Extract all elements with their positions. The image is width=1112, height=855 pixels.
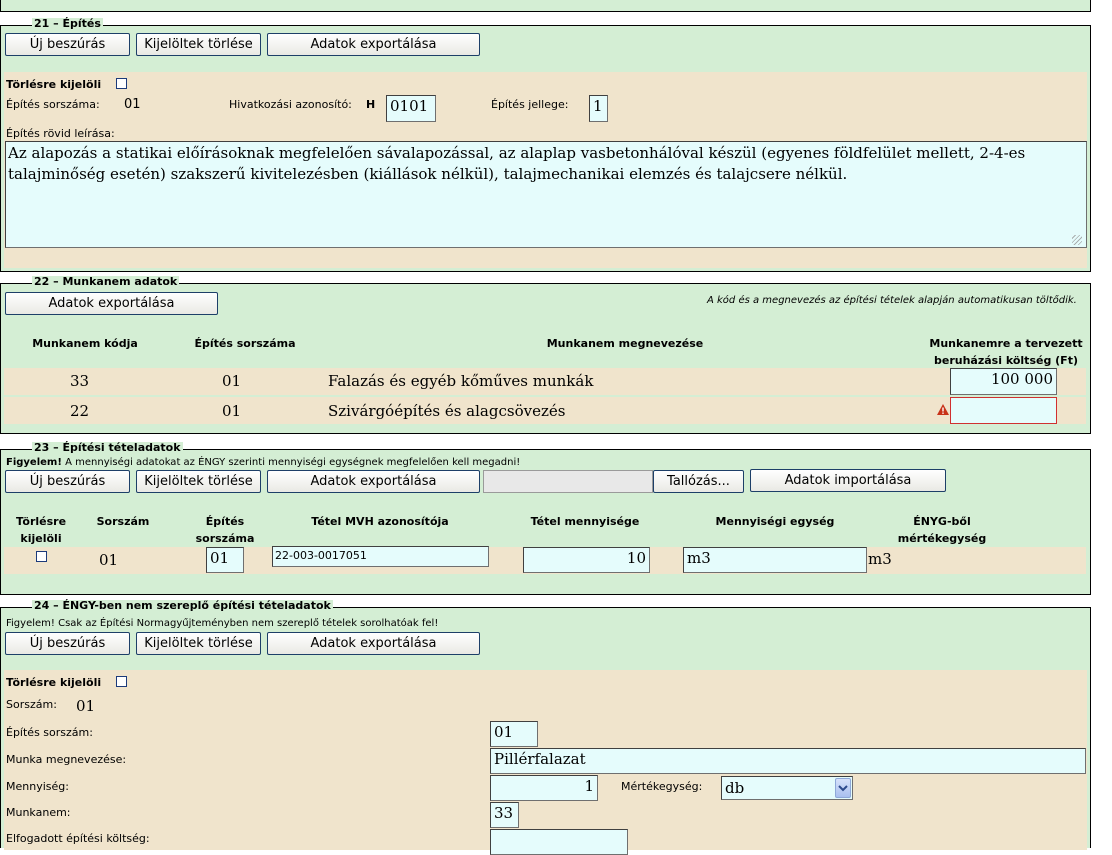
s21-ref-input[interactable]: 0101	[386, 95, 436, 122]
section-23-legend: 23 – Építési tételadatok	[34, 441, 181, 454]
s22-row1-serial: 01	[222, 372, 242, 390]
s23-import-button[interactable]: Adatok importálása	[750, 469, 946, 492]
s23-header-engy-unit: ÉNYG-ből mértékegység	[897, 515, 987, 545]
s21-serial-value: 01	[124, 97, 141, 112]
s21-serial-label: Építés sorszáma:	[6, 98, 100, 111]
s23-header-delete: Törlésre kijelöli	[15, 515, 67, 545]
s24-delete-mark-label: Törlésre kijelöli	[6, 676, 102, 689]
s24-unit-selected: db	[725, 779, 745, 797]
section-22-legend: 22 – Munkanem adatok	[34, 275, 178, 288]
legend-line	[10, 283, 30, 284]
s21-type-input[interactable]: 1	[589, 95, 608, 122]
s24-build-serial-label: Építés sorszám:	[6, 726, 93, 739]
legend-line	[10, 607, 30, 608]
s22-row2-code: 22	[70, 402, 90, 420]
s23-row-unit-input[interactable]: m3	[683, 547, 867, 573]
s23-export-button[interactable]: Adatok exportálása	[267, 470, 480, 493]
s22-header-code: Munkanem kódja	[32, 337, 138, 350]
section-24-legend: 24 – ÉNGY-ben nem szereplő építési tételadatok	[34, 599, 331, 612]
s23-header-unit: Mennyiségi egység	[715, 515, 835, 528]
s24-trade-label: Munkanem:	[6, 806, 71, 819]
s23-header-serial: Sorszám	[96, 515, 150, 528]
s23-row-serial: 01	[99, 551, 119, 569]
s22-header-name: Munkanem megnevezése	[546, 337, 704, 350]
s21-export-button[interactable]: Adatok exportálása	[267, 33, 480, 56]
s23-row-qty-input[interactable]: 10	[523, 547, 650, 573]
s22-row2-serial: 01	[222, 402, 242, 420]
s24-unit-label: Mértékegység:	[621, 780, 703, 793]
s23-browse-button[interactable]: Tallózás...	[653, 470, 744, 493]
s24-build-serial-input[interactable]: 01	[490, 721, 538, 747]
s24-work-name-input[interactable]: Pillérfalazat	[490, 748, 1086, 774]
s22-row1-name: Falazás és egyéb kőműves munkák	[328, 372, 594, 390]
s22-row2-name: Szivárgóépítés és alagcsövezés	[328, 402, 566, 420]
s21-delete-mark-label: Törlésre kijelöli	[6, 78, 102, 91]
s21-ref-label: Hivatkozási azonosító:	[229, 98, 352, 111]
resize-grip-icon[interactable]	[1072, 235, 1082, 245]
s22-header-cost: Munkanemre a tervezett beruházási költség (Ft)	[929, 337, 1083, 367]
s24-delete-checkbox[interactable]	[116, 676, 127, 687]
s22-export-button[interactable]: Adatok exportálása	[5, 292, 218, 315]
s23-header-build-serial: Építés sorszáma	[195, 515, 255, 545]
legend-line	[10, 449, 30, 450]
s24-new-button[interactable]: Új beszúrás	[5, 632, 130, 655]
s24-unit-select[interactable]	[721, 776, 853, 800]
s22-row1-code: 33	[70, 372, 90, 390]
s23-new-button[interactable]: Új beszúrás	[5, 470, 130, 493]
s24-cost-input-cut[interactable]	[490, 829, 628, 855]
s21-new-button[interactable]: Új beszúrás	[5, 33, 130, 56]
s23-file-path-input[interactable]	[483, 470, 653, 493]
s22-row2-cost-input[interactable]	[950, 397, 1057, 424]
s23-warning-bold: Figyelem!	[6, 457, 62, 468]
s24-cost-label-cut: Elfogadott építési költség:	[6, 832, 150, 845]
legend-line	[10, 25, 30, 26]
chevron-down-icon[interactable]	[835, 778, 851, 798]
s23-row-delete-checkbox[interactable]	[36, 551, 47, 562]
s21-delete-selected-button[interactable]: Kijelöltek törlése	[136, 33, 261, 56]
s24-serial-label: Sorszám:	[6, 698, 57, 711]
s21-desc-textarea[interactable]: Az alapozás a statikai előírásoknak megfelelően sávalapozással, az alaplap vasbetonhálóval készül (egyenes földfelület mellett, 2-4-es talajminőség esetén) szakszerű kivitelezésben (kiállások nélkül), talajmechanikai elemzés és talajcsere nélkül.	[5, 141, 1087, 248]
warning-icon	[937, 404, 949, 415]
s22-auto-fill-note: A kód és a megnevezés az építési tételek alapján automatikusan töltődik.	[707, 295, 1077, 306]
s23-warning-text: A mennyiségi adatokat az ÉNGY szerinti mennyiségi egységnek megfelelően kell megadni!	[61, 457, 521, 468]
s24-qty-label: Mennyiség:	[6, 780, 69, 793]
s23-row-build-serial-input[interactable]: 01	[206, 547, 244, 573]
previous-section-bottom	[0, 0, 1091, 12]
s24-qty-input[interactable]: 1	[490, 775, 598, 801]
s24-work-name-label: Munka megnevezése:	[6, 753, 127, 766]
s24-export-button[interactable]: Adatok exportálása	[267, 632, 480, 655]
s23-row-mvh-id-input[interactable]: 22-003-0017051	[272, 546, 489, 567]
s21-ref-prefix: H	[366, 98, 376, 111]
s24-trade-input[interactable]: 33	[490, 802, 519, 828]
s23-row-engy-unit: m3	[868, 550, 892, 568]
s22-row1-cost-input[interactable]: 100 000	[950, 368, 1057, 395]
s23-header-qty: Tétel mennyisége	[530, 515, 640, 528]
s21-type-label: Építés jellege:	[491, 98, 569, 111]
s21-desc-label: Építés rövid leírása:	[6, 127, 115, 140]
s24-warning: Figyelem! Csak az Építési Normagyűjteményben nem szereplő tételek sorolhatóak fel!	[6, 618, 439, 629]
section-21-legend: 21 – Építés	[34, 17, 101, 30]
s23-warning	[6, 456, 520, 469]
s24-serial-value: 01	[76, 697, 96, 715]
s23-delete-selected-button[interactable]: Kijelöltek törlése	[136, 470, 261, 493]
s21-delete-checkbox[interactable]	[116, 78, 127, 89]
s23-header-mvh-id: Tétel MVH azonosítója	[311, 515, 449, 528]
s22-header-serial: Építés sorszáma	[194, 337, 296, 350]
s24-delete-selected-button[interactable]: Kijelöltek törlése	[136, 632, 261, 655]
